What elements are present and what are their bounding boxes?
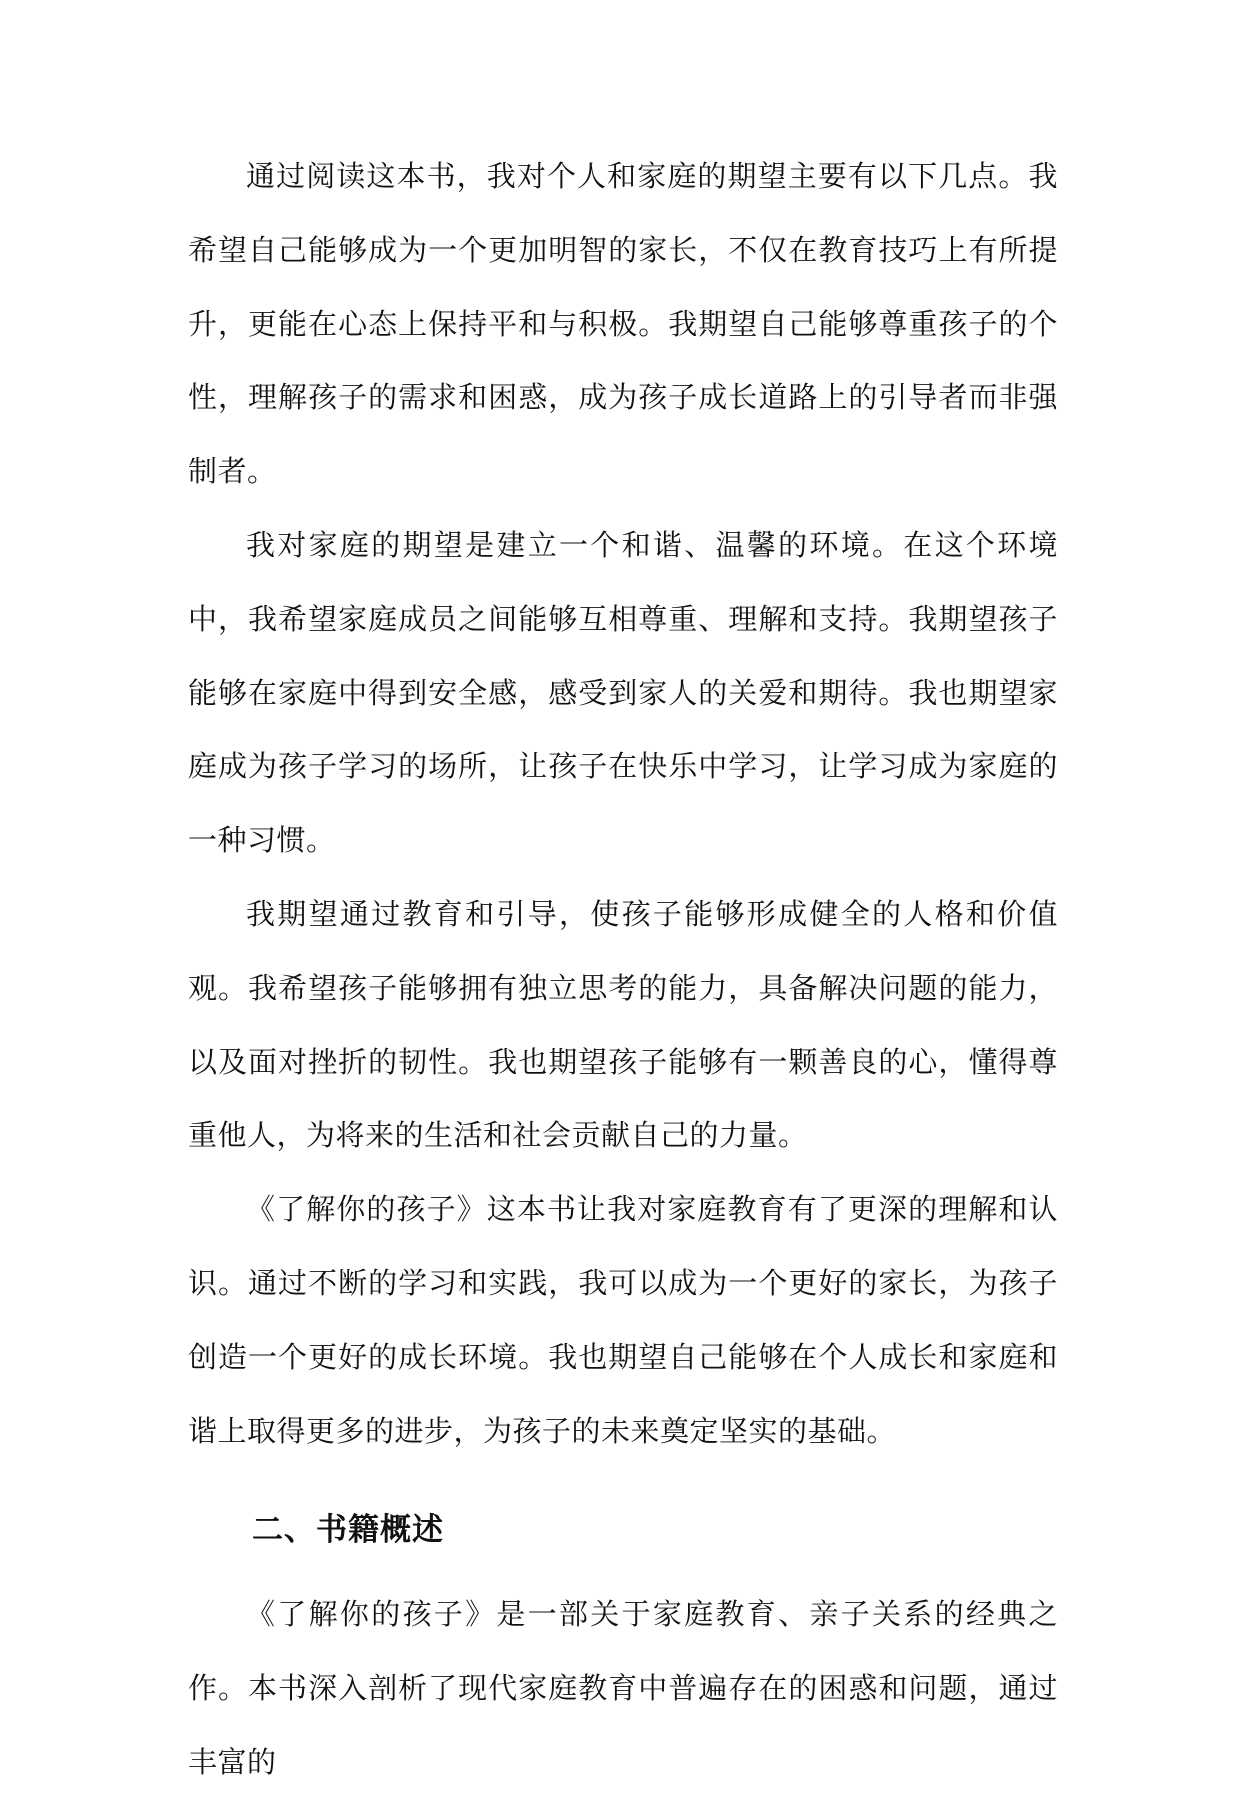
body-paragraph: 《了解你的孩子》这本书让我对家庭教育有了更深的理解和认识。通过不断的学习和实践，我可以成为一个更好的家长，为孩子创造一个更好的成长环境。我也期望自己能够在个人成长和家庭和谐上取得更多的进步，为孩子的未来奠定坚实的基础。 — [188, 1192, 1058, 1448]
body-paragraph: 我期望通过教育和引导，使孩子能够形成健全的人格和价值观。我希望孩子能够拥有独立思考的能力，具备解决问题的能力，以及面对挫折的韧性。我也期望孩子能够有一颗善良的心，懂得尊重他人，为将来的生活和社会贡献自己的力量。 — [188, 896, 1058, 1153]
body-paragraph: 我对家庭的期望是建立一个和谐、温馨的环境。在这个环境中，我希望家庭成员之间能够互相尊重、理解和支持。我期望孩子能够在家庭中得到安全感，感受到家人的关爱和期待。我也期望家庭成为孩子学习的场所，让孩子在快乐中学习，让学习成为家庭的一种习惯。 — [188, 527, 1058, 858]
section-heading: 二、书籍概述 — [252, 1512, 444, 1549]
body-paragraph: 通过阅读这本书，我对个人和家庭的期望主要有以下几点。我希望自己能够成为一个更加明智的家长，不仅在教育技巧上有所提升，更能在心态上保持平和与积极。我期望自己能够尊重孩子的个性，理解孩子的需求和困惑，成为孩子成长道路上的引导者而非强制者。 — [188, 159, 1058, 489]
body-paragraph: 《了解你的孩子》是一部关于家庭教育、亲子关系的经典之作。本书深入剖析了现代家庭教育中普遍存在的困惑和问题，通过丰富的 — [188, 1597, 1058, 1779]
document-body — [188, 140, 1058, 1800]
